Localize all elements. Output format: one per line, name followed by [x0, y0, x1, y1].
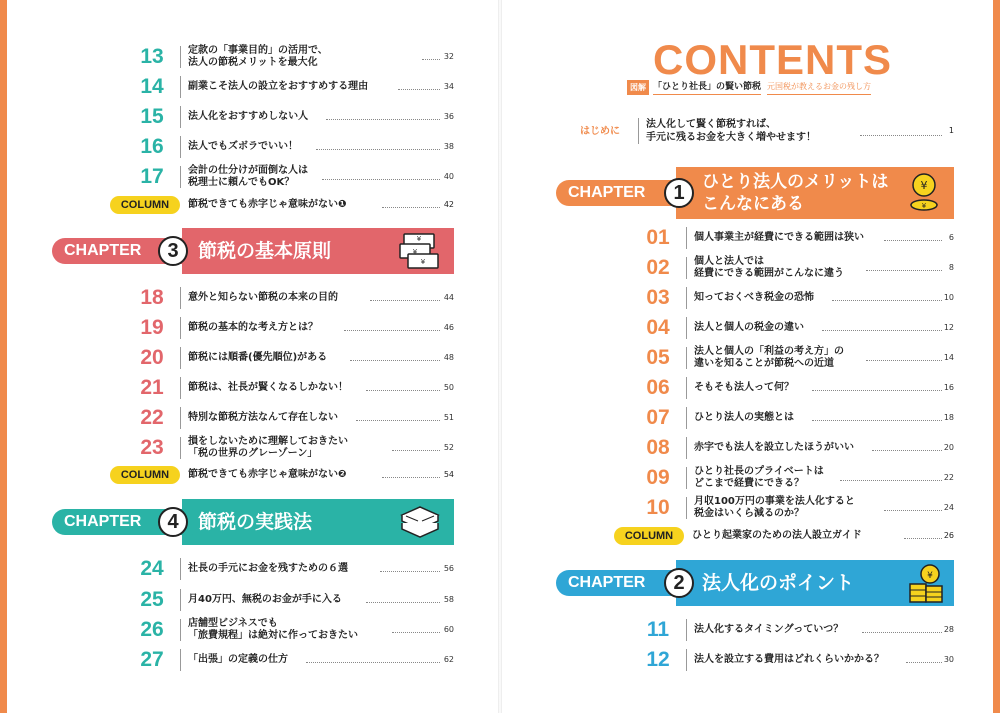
item-title: 個人と法人では 経費にできる範囲がこんなに違う — [694, 256, 844, 279]
divider — [180, 46, 181, 68]
leader-dots — [904, 538, 942, 539]
item-number: 25 — [140, 588, 164, 611]
chapter-tag: CHAPTER — [52, 509, 202, 535]
toc-item-26[interactable] — [130, 617, 454, 643]
toc-item-10[interactable] — [636, 495, 954, 521]
divider — [180, 136, 181, 158]
page-number: 12 — [943, 323, 954, 332]
item-number: 26 — [140, 618, 164, 641]
chapter-tag: CHAPTER — [556, 180, 696, 206]
item-title: ひとり社長のプライベートは どこまで経費にできる？ — [694, 466, 824, 489]
page-number: 56 — [443, 564, 454, 573]
divider — [180, 377, 181, 399]
toc-item-11[interactable] — [636, 617, 954, 643]
chapter-number: 1 — [664, 178, 694, 208]
divider — [180, 407, 181, 429]
item-title: 会計の仕分けが面倒な人は 税理士に頼んでもOK？ — [188, 165, 308, 188]
column-title: 節税できても赤字じゃ意味がない❷ — [188, 469, 347, 480]
leader-dots — [812, 420, 942, 421]
divider — [686, 377, 687, 399]
chapter-number: 3 — [158, 236, 188, 266]
divider — [180, 76, 181, 98]
money-stack-icon — [398, 503, 442, 545]
svg-text:¥: ¥ — [412, 248, 418, 256]
page-number: 6 — [948, 233, 954, 242]
item-title: 特別な節税方法なんて存在しない — [188, 412, 338, 423]
book-gutter — [498, 0, 502, 713]
item-number: 17 — [140, 165, 164, 188]
page-number: 60 — [443, 625, 454, 634]
divider — [180, 317, 181, 339]
item-title: 意外と知らない節税の本来の目的 — [188, 292, 338, 303]
leader-dots — [884, 240, 942, 241]
leader-dots — [392, 632, 440, 633]
item-title: 法人でもズボラでいい！ — [188, 141, 298, 152]
column-entry-3[interactable] — [614, 527, 954, 545]
chapter-number: 2 — [664, 568, 694, 598]
item-title: 月収100万円の事業を法人化すると 税金はいくら減るのか？ — [694, 496, 855, 519]
item-number: 04 — [646, 316, 670, 339]
intro-title: 法人化して賢く節税すれば、 手元に残るお金を大きく増やせます！ — [646, 119, 816, 143]
item-title: そもそも法人って何？ — [694, 382, 794, 393]
item-title: ひとり法人の実態とは — [694, 412, 794, 423]
subtitle-tag: 図解 — [627, 80, 649, 95]
toc-item-15[interactable] — [130, 104, 454, 130]
toc-item-27[interactable] — [130, 647, 454, 673]
leader-dots — [356, 420, 440, 421]
column-badge: COLUMN — [614, 527, 684, 545]
item-title: 節税の基本的な考え方とは？ — [188, 322, 318, 333]
toc-item-25[interactable] — [130, 587, 454, 613]
item-number: 11 — [646, 618, 670, 641]
leader-dots — [872, 450, 942, 451]
page-number: 28 — [943, 625, 954, 634]
page-edge-left — [0, 0, 7, 713]
page-number: 34 — [443, 82, 454, 91]
toc-item-13[interactable] — [130, 44, 454, 70]
divider — [180, 649, 181, 671]
item-number: 13 — [140, 45, 164, 68]
leader-dots — [832, 300, 942, 301]
item-title: 社長の手元にお金を残すための６選 — [188, 563, 348, 574]
divider — [180, 287, 181, 309]
item-number: 15 — [140, 105, 164, 128]
item-title: 赤字でも法人を設立したほうがいい — [694, 442, 854, 453]
leader-dots — [326, 119, 440, 120]
page-number: 46 — [443, 323, 454, 332]
page-number: 10 — [943, 293, 954, 302]
page-number: 36 — [443, 112, 454, 121]
leader-dots — [866, 360, 942, 361]
divider — [180, 106, 181, 128]
leader-dots — [322, 179, 440, 180]
divider — [686, 497, 687, 519]
item-number: 19 — [140, 316, 164, 339]
page-number: 22 — [943, 473, 954, 482]
toc-item-02[interactable] — [636, 255, 954, 281]
leader-dots — [884, 510, 942, 511]
item-title: 法人化するタイミングっていつ？ — [694, 624, 844, 635]
item-number: 23 — [140, 436, 164, 459]
item-title: 節税は、社長が賢くなるしかない！ — [188, 382, 348, 393]
bills-icon — [398, 232, 442, 274]
toc-item-21[interactable] — [130, 375, 454, 401]
leader-dots — [306, 662, 440, 663]
leader-dots — [422, 59, 440, 60]
page-number: 14 — [943, 353, 954, 362]
divider — [180, 437, 181, 459]
item-title: 法人と個人の「利益の考え方」の 違いを知ることが節税への近道 — [694, 346, 844, 369]
divider — [686, 619, 687, 641]
item-number: 22 — [140, 406, 164, 429]
divider — [686, 317, 687, 339]
toc-intro[interactable] — [580, 116, 954, 146]
chapter-3-header[interactable] — [52, 228, 454, 274]
column-title: ひとり起業家のための法人設立ガイド — [692, 530, 862, 541]
item-title: 定款の「事業目的」の活用で、 法人の節税メリットを最大化 — [188, 45, 328, 68]
item-number: 12 — [646, 648, 670, 671]
toc-item-06[interactable] — [636, 375, 954, 401]
chapter-title: 節税の実践法 — [198, 511, 313, 533]
item-number: 16 — [140, 135, 164, 158]
toc-item-04[interactable] — [636, 315, 954, 341]
page-number: 16 — [943, 383, 954, 392]
item-title: 法人を設立する費用はどれくらいかかる？ — [694, 654, 884, 665]
divider — [180, 347, 181, 369]
page-number: 18 — [943, 413, 954, 422]
chapter-4-header[interactable] — [52, 499, 454, 545]
page-number: 1 — [948, 126, 954, 135]
page-number: 54 — [443, 470, 454, 479]
chapter-2-header[interactable] — [556, 560, 954, 606]
toc-item-08[interactable] — [636, 435, 954, 461]
item-title: 個人事業主が経費にできる範囲は狭い — [694, 232, 864, 243]
svg-text:¥: ¥ — [927, 571, 933, 581]
item-number: 21 — [140, 376, 164, 399]
item-number: 18 — [140, 286, 164, 309]
svg-text:¥: ¥ — [420, 258, 426, 266]
toc-item-14[interactable] — [130, 74, 454, 100]
toc-item-16[interactable] — [130, 134, 454, 160]
leader-dots — [382, 207, 440, 208]
column-title: 節税できても赤字じゃ意味がない❶ — [188, 199, 347, 210]
divider — [180, 589, 181, 611]
toc-item-22[interactable] — [130, 405, 454, 431]
leader-dots — [860, 135, 942, 136]
divider — [686, 649, 687, 671]
leader-dots — [382, 477, 440, 478]
column-entry-2[interactable] — [110, 466, 454, 484]
page-number: 42 — [443, 200, 454, 209]
leader-dots — [822, 330, 942, 331]
leader-dots — [812, 390, 942, 391]
item-number: 10 — [646, 496, 670, 519]
item-number: 14 — [140, 75, 164, 98]
yen-coins-icon — [902, 171, 946, 219]
page-number: 30 — [943, 655, 954, 664]
item-number: 27 — [140, 648, 164, 671]
toc-item-12[interactable] — [636, 647, 954, 673]
divider — [686, 467, 687, 489]
svg-text:¥: ¥ — [920, 179, 928, 192]
toc-item-07[interactable] — [636, 405, 954, 431]
item-title: 損をしないために理解しておきたい 「税の世界のグレーゾーン」 — [188, 436, 348, 459]
page-number: 62 — [443, 655, 454, 664]
divider — [686, 437, 687, 459]
item-number: 06 — [646, 376, 670, 399]
chapter-number: 4 — [158, 507, 188, 537]
page-number: 50 — [443, 383, 454, 392]
leader-dots — [350, 360, 440, 361]
chapter-1-header[interactable] — [556, 167, 954, 219]
toc-item-18[interactable] — [130, 285, 454, 311]
svg-text:¥: ¥ — [416, 235, 422, 243]
item-title: 月40万円、無税のお金が手に入る — [188, 594, 342, 605]
leader-dots — [866, 270, 942, 271]
divider — [686, 227, 687, 249]
page-edge-right — [993, 0, 1000, 713]
page-number: 26 — [943, 531, 954, 540]
item-title: 法人化をおすすめしない人 — [188, 111, 309, 122]
page-number: 38 — [443, 142, 454, 151]
divider — [180, 619, 181, 641]
chapter-title: 法人化のポイント — [702, 572, 855, 594]
item-number: 02 — [646, 256, 670, 279]
toc-item-20[interactable] — [130, 345, 454, 371]
leader-dots — [344, 330, 440, 331]
subtitle-main: 「ひとり社長」の賢い節税 — [653, 80, 761, 95]
chapter-title: ひとり法人のメリットは こんなにある — [702, 172, 889, 214]
leader-dots — [316, 149, 440, 150]
page-number: 8 — [948, 263, 954, 272]
page-number: 24 — [943, 503, 954, 512]
toc-item-03[interactable] — [636, 285, 954, 311]
column-badge: COLUMN — [110, 466, 180, 484]
item-number: 08 — [646, 436, 670, 459]
leader-dots — [366, 602, 440, 603]
item-number: 03 — [646, 286, 670, 309]
divider — [686, 407, 687, 429]
leader-dots — [906, 662, 942, 663]
divider — [180, 558, 181, 580]
divider — [638, 118, 639, 144]
page-number: 20 — [943, 443, 954, 452]
intro-label: はじめに — [580, 126, 620, 137]
book-subtitle — [627, 80, 871, 95]
chapter-tag: CHAPTER — [556, 570, 696, 596]
coin-stack-icon — [904, 562, 948, 610]
toc-item-24[interactable] — [130, 556, 454, 582]
toc-item-23[interactable] — [130, 435, 454, 461]
divider — [180, 166, 181, 188]
item-number: 05 — [646, 346, 670, 369]
divider — [686, 287, 687, 309]
leader-dots — [392, 450, 440, 451]
chapter-title: 節税の基本原則 — [198, 240, 332, 262]
divider — [686, 257, 687, 279]
toc-item-01[interactable] — [636, 225, 954, 251]
item-number: 01 — [646, 226, 670, 249]
toc-item-19[interactable] — [130, 315, 454, 341]
item-number: 24 — [140, 557, 164, 580]
item-number: 07 — [646, 406, 670, 429]
item-title: 知っておくべき税金の恐怖 — [694, 292, 814, 303]
item-title: 「出張」の定義の仕方 — [188, 654, 288, 665]
leader-dots — [380, 571, 440, 572]
page-number: 44 — [443, 293, 454, 302]
leader-dots — [840, 480, 942, 481]
divider — [686, 347, 687, 369]
column-entry-1[interactable] — [110, 196, 454, 214]
page-number: 40 — [443, 172, 454, 181]
page-number: 58 — [443, 595, 454, 604]
leader-dots — [366, 390, 440, 391]
toc-item-09[interactable] — [636, 465, 954, 491]
toc-item-05[interactable] — [636, 345, 954, 371]
page-number: 32 — [443, 52, 454, 61]
column-badge: COLUMN — [110, 196, 180, 214]
item-title: 店舗型ビジネスでも 「旅費規程」は絶対に作っておきたい — [188, 618, 358, 641]
toc-item-17[interactable] — [130, 164, 454, 190]
svg-text:¥: ¥ — [921, 202, 927, 210]
item-title: 副業こそ法人の設立をおすすめする理由 — [188, 81, 369, 92]
item-title: 法人と個人の税金の違い — [694, 322, 804, 333]
chapter-tag: CHAPTER — [52, 238, 202, 264]
leader-dots — [398, 89, 440, 90]
leader-dots — [370, 300, 440, 301]
page-number: 51 — [443, 413, 454, 422]
page-number: 52 — [443, 443, 454, 452]
item-title: 節税には順番(優先順位)がある — [188, 352, 328, 363]
item-number: 20 — [140, 346, 164, 369]
subtitle-sub: 元国税が教えるお金の残し方 — [767, 80, 871, 95]
leader-dots — [862, 632, 942, 633]
item-number: 09 — [646, 466, 670, 489]
page-title: CONTENTS — [653, 36, 892, 83]
page-number: 48 — [443, 353, 454, 362]
